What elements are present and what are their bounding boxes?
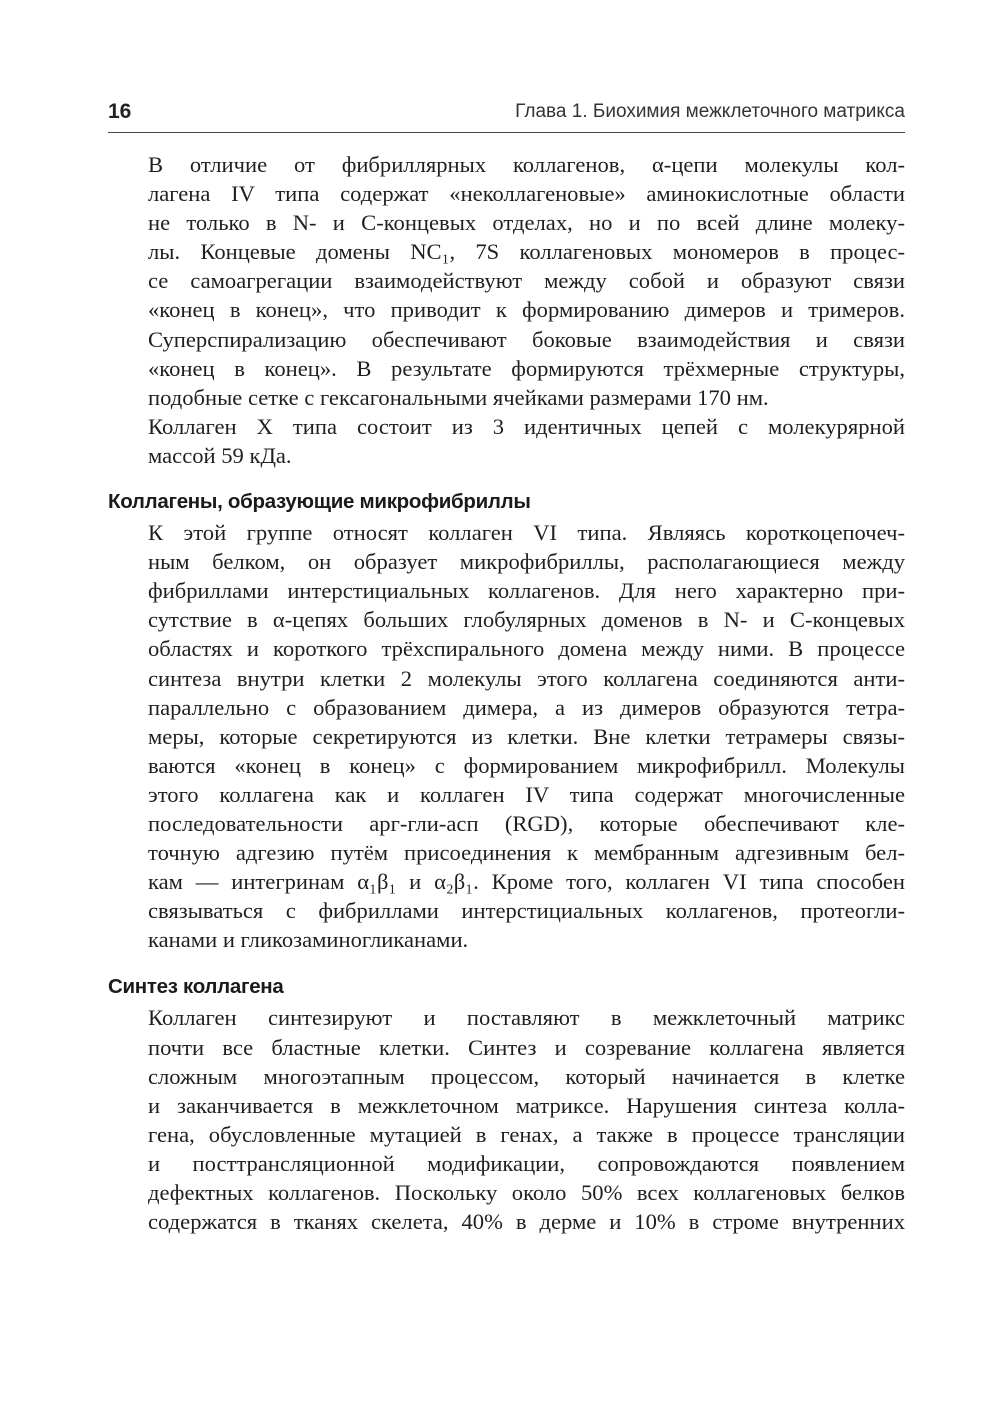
header-rule xyxy=(108,132,905,133)
text-line: ным белком, он образует микрофибриллы, располагающиеся между xyxy=(148,549,905,575)
text-line: К этой группе относят коллаген VI типа. Являясь короткоцепочеч- xyxy=(148,520,905,546)
text-line: и заканчивается в межклеточном матриксе. Нарушения синтеза колла- xyxy=(148,1092,905,1118)
paragraph-collagen-synthesis xyxy=(108,1003,905,1236)
text-line: точную адгезию путём присоединения к мембранным адгезивным бел- xyxy=(148,840,905,866)
paragraph-collagen-x xyxy=(108,412,905,470)
text-line: этого коллагена как и коллаген IV типа содержат многочисленные xyxy=(148,781,905,807)
paragraph-collagen-vi xyxy=(108,518,905,954)
section-heading-microfibrils: Коллагены, образующие микрофибриллы xyxy=(108,490,531,514)
text-line: сложным многоэтапным процессом, который начинается в клетке xyxy=(148,1063,905,1089)
text-line: содержатся в тканях скелета, 40% в дерме и 10% в строме внутренних xyxy=(148,1209,905,1235)
section-spacer xyxy=(108,470,905,485)
section-heading-synthesis: Синтез коллагена xyxy=(108,975,284,999)
text-line: «конец в конец», что приводит к формированию димеров и тримеров. xyxy=(148,297,905,323)
text-line: подобные сетке с гексагональными ячейками размерами 170 нм. xyxy=(148,384,769,410)
text-line: ваются «конец в конец» с формированием микрофибрилл. Молекулы xyxy=(148,752,905,778)
page-number: 16 xyxy=(108,100,132,123)
text-line: кам — интегринам α₁β₁ и α₂β₁. Кроме того, коллаген VI типа способен xyxy=(148,869,905,895)
text-line: «конец в конец». В результате формируются трёхмерные структуры, xyxy=(148,355,905,381)
text-line: лы. Концевые домены NC₁, 7S коллагеновых мономеров в процес- xyxy=(148,239,905,265)
text-line: Суперспирализацию обеспечивают боковые взаимодействия и связи xyxy=(148,326,905,352)
body-text xyxy=(108,150,905,1236)
text-line: сутствие в α-цепях больших глобулярных доменов в N- и С-концевых xyxy=(148,607,905,633)
text-line: лагена IV типа содержат «неколлагеновые» аминокислотные области xyxy=(148,181,905,207)
text-line: массой 59 кДа. xyxy=(148,442,292,468)
text-line: не только в N- и С-концевых отделах, но и по всей длине молеку- xyxy=(148,210,905,236)
chapter-title: Глава 1. Биохимия межклеточного матрикса xyxy=(515,101,905,122)
text-line: гена, обусловленные мутацией в генах, а также в процессе трансляции xyxy=(148,1121,905,1147)
paragraph-collagen-iv xyxy=(108,150,905,412)
text-line: Коллаген X типа состоит из 3 идентичных цепей с молекурярной xyxy=(148,413,905,439)
text-line: се самоагрегации взаимодействуют между собой и образуют связи xyxy=(148,268,905,294)
text-line: В отличие от фибриллярных коллагенов, α-цепи молекулы кол- xyxy=(148,152,905,177)
section-spacer xyxy=(108,954,905,970)
text-line: фибриллами интерстициальных коллагенов. Для него характерно при- xyxy=(148,578,905,604)
text-line: и посттрансляционной модификации, сопровождаются появлением xyxy=(148,1150,905,1176)
text-line: почти все бластные клетки. Синтез и созревание коллагена является xyxy=(148,1034,905,1060)
text-line: последовательности арг-гли-асп (RGD), которые обеспечивают кле- xyxy=(148,810,905,836)
text-line: связываться с фибриллами интерстициальных коллагенов, протеогли- xyxy=(148,898,905,924)
text-line: Коллаген синтезируют и поставляют в межклеточный матрикс xyxy=(148,1005,905,1031)
text-line: параллельно с образованием димера, а из димеров образуются тетра- xyxy=(148,694,905,720)
text-line: дефектных коллагенов. Поскольку около 50% всех коллагеновых белков xyxy=(148,1180,905,1205)
text-line: областях и короткого трёхспирального домена между ними. В процессе xyxy=(148,636,905,662)
text-line: меры, которые секретируются из клетки. Вне клетки тетрамеры связы- xyxy=(148,723,905,749)
text-line: синтеза внутри клетки 2 молекулы этого коллагена соединяются анти- xyxy=(148,665,905,691)
text-line: канами и гликозаминогликанами. xyxy=(148,927,469,953)
running-head xyxy=(108,96,905,134)
